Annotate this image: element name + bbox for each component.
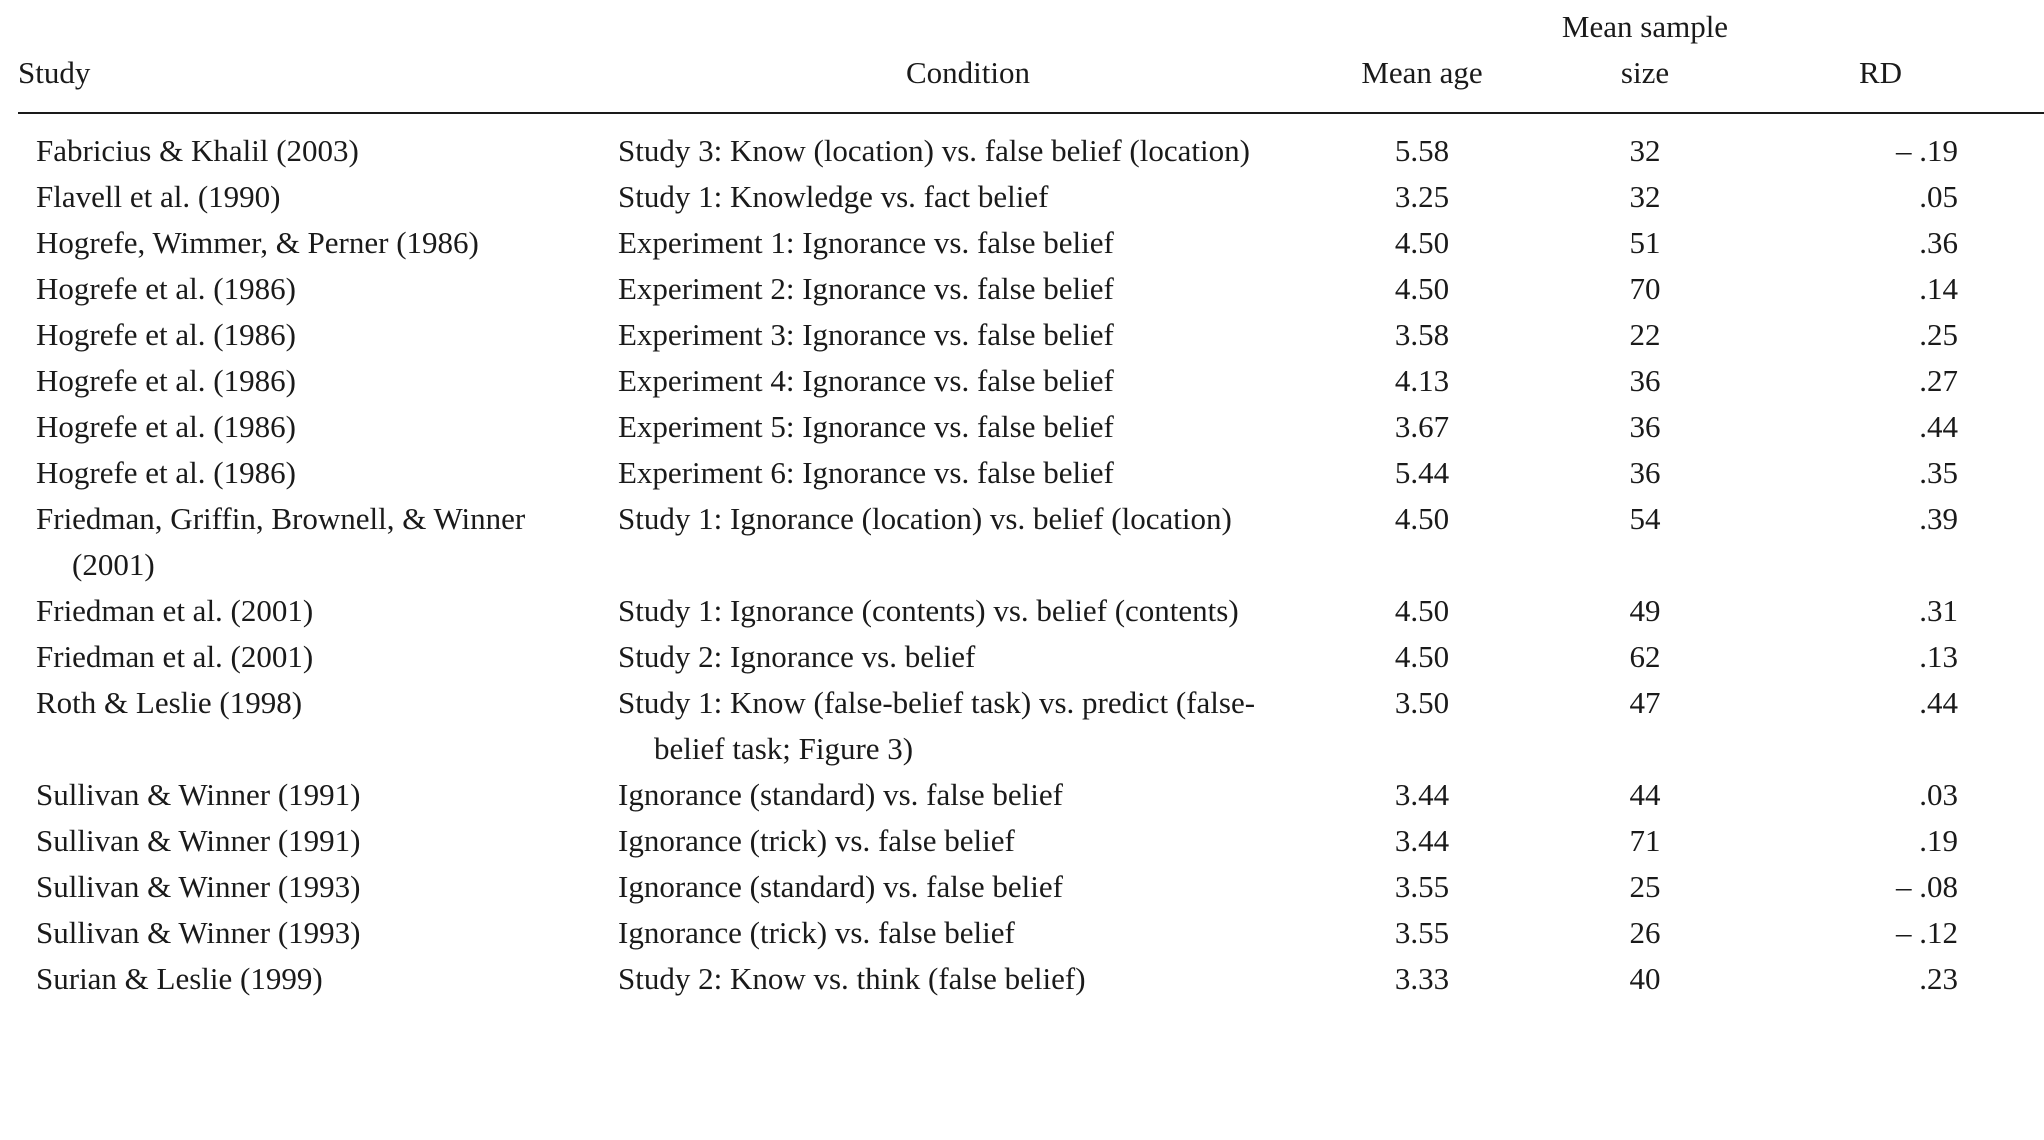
table-row <box>18 312 2044 358</box>
column-header-mean-sample-size-line2: size <box>1620 55 1670 90</box>
rd-cell: .27 <box>1919 363 1958 398</box>
condition-cell: Study 1: Know (false-belief task) vs. predict (false-belief task; Figure 3) <box>618 685 1256 766</box>
table-row <box>18 864 2044 910</box>
table-row <box>18 174 2044 220</box>
study-cell: Fabricius & Khalil (2003) <box>36 133 359 168</box>
rd-cell: .19 <box>1919 823 1958 858</box>
sample-size-cell: 49 <box>1629 593 1661 628</box>
rd-cell: .44 <box>1919 685 1958 720</box>
rd-cell: .23 <box>1919 961 1958 996</box>
condition-cell: Experiment 2: Ignorance vs. false belief <box>618 271 1114 306</box>
sample-size-cell: 62 <box>1629 639 1661 674</box>
sample-size-cell: 26 <box>1629 915 1661 950</box>
table-row <box>18 818 2044 864</box>
mean-age-cell: 4.50 <box>1394 271 1450 306</box>
condition-cell: Study 1: Ignorance (contents) vs. belief (contents) <box>618 593 1239 628</box>
rd-cell: .05 <box>1919 179 1958 214</box>
mean-age-cell: 4.50 <box>1394 593 1450 628</box>
sample-size-cell: 54 <box>1629 501 1661 536</box>
sample-size-cell: 32 <box>1629 179 1661 214</box>
mean-age-cell: 3.58 <box>1394 317 1450 352</box>
mean-age-cell: 4.13 <box>1394 363 1450 398</box>
condition-cell: Ignorance (trick) vs. false belief <box>618 823 1015 858</box>
condition-cell: Study 1: Knowledge vs. fact belief <box>618 179 1049 214</box>
rd-cell: – .12 <box>1896 915 1958 950</box>
sample-size-cell: 47 <box>1629 685 1661 720</box>
condition-cell: Study 2: Ignorance vs. belief <box>618 639 976 674</box>
table-row <box>18 450 2044 496</box>
rd-cell: .13 <box>1919 639 1958 674</box>
study-cell: Friedman et al. (2001) <box>36 593 314 628</box>
sample-size-cell: 51 <box>1629 225 1661 260</box>
table-row <box>18 634 2044 680</box>
sample-size-cell: 22 <box>1629 317 1661 352</box>
rd-cell: – .19 <box>1896 133 1958 168</box>
condition-cell: Study 1: Ignorance (location) vs. belief (location) <box>618 501 1232 536</box>
mean-age-cell: 4.50 <box>1394 501 1450 536</box>
mean-age-cell: 5.58 <box>1394 133 1450 168</box>
study-cell: Sullivan & Winner (1991) <box>36 777 361 812</box>
rd-cell: .31 <box>1919 593 1958 628</box>
study-cell: Hogrefe et al. (1986) <box>36 409 296 444</box>
rd-cell: .03 <box>1919 777 1958 812</box>
sample-size-cell: 36 <box>1629 455 1661 490</box>
sample-size-cell: 36 <box>1629 363 1661 398</box>
rd-cell: .36 <box>1919 225 1958 260</box>
mean-age-cell: 3.67 <box>1394 409 1450 444</box>
table-body <box>18 113 2044 1002</box>
study-cell: Hogrefe et al. (1986) <box>36 317 296 352</box>
condition-cell: Experiment 5: Ignorance vs. false belief <box>618 409 1114 444</box>
study-cell: Sullivan & Winner (1991) <box>36 823 361 858</box>
rd-cell: .39 <box>1919 501 1958 536</box>
condition-cell: Ignorance (standard) vs. false belief <box>618 777 1063 812</box>
rd-cell: – .08 <box>1896 869 1958 904</box>
sample-size-cell: 44 <box>1629 777 1661 812</box>
table-row <box>18 220 2044 266</box>
study-cell: Sullivan & Winner (1993) <box>36 869 361 904</box>
table-row <box>18 358 2044 404</box>
column-header-mean-age: Mean age <box>1318 4 1526 113</box>
mean-age-cell: 3.50 <box>1394 685 1450 720</box>
table-row <box>18 404 2044 450</box>
mean-age-cell: 3.44 <box>1394 777 1450 812</box>
results-table <box>18 4 2044 1002</box>
condition-cell: Ignorance (standard) vs. false belief <box>618 869 1063 904</box>
table-row <box>18 772 2044 818</box>
rd-cell: .44 <box>1919 409 1958 444</box>
sample-size-cell: 71 <box>1629 823 1661 858</box>
mean-age-cell: 4.50 <box>1394 639 1450 674</box>
condition-cell: Study 3: Know (location) vs. false belief (location) <box>618 133 1250 168</box>
mean-age-cell: 3.25 <box>1394 179 1450 214</box>
header-row <box>18 4 2044 113</box>
column-header-study: Study <box>18 4 618 113</box>
mean-age-cell: 3.33 <box>1394 961 1450 996</box>
sample-size-cell: 36 <box>1629 409 1661 444</box>
table-row <box>18 680 2044 772</box>
table-row <box>18 588 2044 634</box>
study-cell: Surian & Leslie (1999) <box>36 961 323 996</box>
mean-age-cell: 4.50 <box>1394 225 1450 260</box>
study-cell: Hogrefe, Wimmer, & Perner (1986) <box>36 225 479 260</box>
table-row <box>18 266 2044 312</box>
table-row <box>18 496 2044 588</box>
table-row <box>18 910 2044 956</box>
rd-cell: .35 <box>1919 455 1958 490</box>
condition-cell: Experiment 3: Ignorance vs. false belief <box>618 317 1114 352</box>
study-cell: Friedman et al. (2001) <box>36 639 314 674</box>
sample-size-cell: 70 <box>1629 271 1661 306</box>
rd-cell: .25 <box>1919 317 1958 352</box>
condition-cell: Study 2: Know vs. think (false belief) <box>618 961 1086 996</box>
column-header-rd: RD <box>1764 4 2044 113</box>
study-cell: Hogrefe et al. (1986) <box>36 271 296 306</box>
study-cell: Roth & Leslie (1998) <box>36 685 303 720</box>
sample-size-cell: 40 <box>1629 961 1661 996</box>
condition-cell: Ignorance (trick) vs. false belief <box>618 915 1015 950</box>
study-cell: Friedman, Griffin, Brownell, & Winner (2001) <box>36 501 526 582</box>
table-row <box>18 956 2044 1002</box>
sample-size-cell: 32 <box>1629 133 1661 168</box>
mean-age-cell: 3.55 <box>1394 915 1450 950</box>
study-cell: Flavell et al. (1990) <box>36 179 281 214</box>
condition-cell: Experiment 4: Ignorance vs. false belief <box>618 363 1114 398</box>
condition-cell: Experiment 1: Ignorance vs. false belief <box>618 225 1114 260</box>
mean-age-cell: 3.44 <box>1394 823 1450 858</box>
column-header-mean-sample-size <box>1526 4 1764 113</box>
rd-cell: .14 <box>1919 271 1958 306</box>
column-header-condition: Condition <box>618 4 1318 113</box>
mean-age-cell: 3.55 <box>1394 869 1450 904</box>
condition-cell: Experiment 6: Ignorance vs. false belief <box>618 455 1114 490</box>
table-header <box>18 4 2044 113</box>
sample-size-cell: 25 <box>1629 869 1661 904</box>
study-cell: Hogrefe et al. (1986) <box>36 455 296 490</box>
mean-age-cell: 5.44 <box>1394 455 1450 490</box>
column-header-mean-sample-size-line1: Mean sample <box>1561 9 1729 44</box>
table-row <box>18 113 2044 174</box>
study-cell: Sullivan & Winner (1993) <box>36 915 361 950</box>
study-cell: Hogrefe et al. (1986) <box>36 363 296 398</box>
